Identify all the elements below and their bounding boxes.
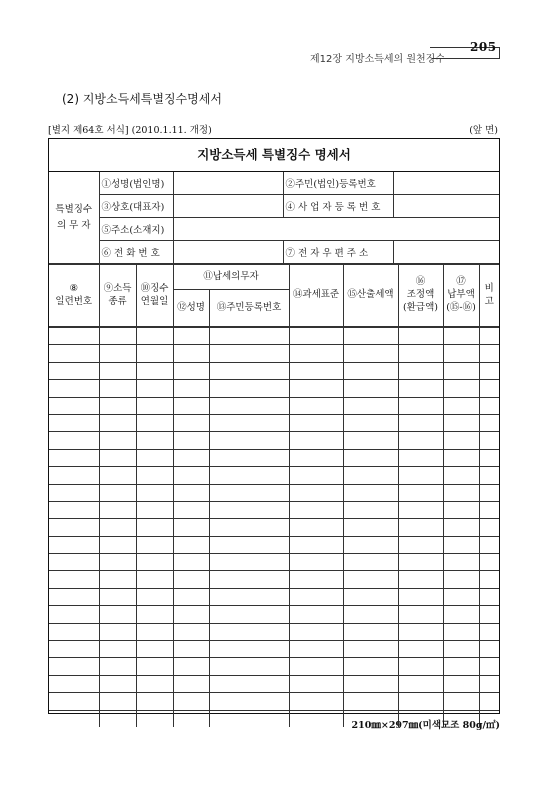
- table-cell[interactable]: [173, 449, 209, 466]
- table-row: [49, 536, 499, 553]
- table-row: [49, 675, 499, 692]
- table-cell[interactable]: [136, 606, 173, 623]
- table-row: [49, 554, 499, 571]
- table-cell[interactable]: [49, 432, 99, 449]
- table-cell[interactable]: [99, 345, 136, 362]
- table-cell[interactable]: [136, 571, 173, 588]
- table-cell[interactable]: [173, 623, 209, 640]
- table-cell[interactable]: [99, 519, 136, 536]
- table-cell[interactable]: [479, 328, 499, 345]
- table-cell[interactable]: [173, 641, 209, 658]
- table-cell[interactable]: [398, 414, 443, 431]
- table-cell[interactable]: [209, 432, 289, 449]
- name-value[interactable]: [173, 172, 283, 195]
- table-cell[interactable]: [289, 484, 343, 501]
- col-calculated-tax: ⑮산출세액: [343, 265, 398, 327]
- table-cell[interactable]: [479, 554, 499, 571]
- table-cell[interactable]: [49, 345, 99, 362]
- table-cell[interactable]: [49, 675, 99, 692]
- form-caption: [별지 제64호 서식] (2010.1.11. 개정): [48, 125, 212, 136]
- table-cell[interactable]: [99, 571, 136, 588]
- table-cell[interactable]: [136, 693, 173, 710]
- table-cell[interactable]: [443, 675, 479, 692]
- table-cell[interactable]: [443, 658, 479, 675]
- business-no-value[interactable]: [393, 195, 499, 218]
- table-cell[interactable]: [289, 449, 343, 466]
- table-cell[interactable]: [398, 519, 443, 536]
- table-cell[interactable]: [49, 362, 99, 379]
- table-cell[interactable]: [479, 345, 499, 362]
- table-cell[interactable]: [173, 380, 209, 397]
- col-remarks: 비 고: [479, 265, 499, 327]
- resident-no-value[interactable]: [393, 172, 499, 195]
- table-cell[interactable]: [49, 571, 99, 588]
- table-cell[interactable]: [443, 536, 479, 553]
- table-cell[interactable]: [343, 571, 398, 588]
- table-cell[interactable]: [209, 641, 289, 658]
- table-row: [49, 571, 499, 588]
- table-row: [49, 658, 499, 675]
- table-cell[interactable]: [209, 536, 289, 553]
- table-cell[interactable]: [289, 641, 343, 658]
- table-cell[interactable]: [343, 606, 398, 623]
- email-value[interactable]: [393, 241, 499, 264]
- table-cell[interactable]: [49, 710, 99, 727]
- table-cell[interactable]: [343, 588, 398, 605]
- table-cell[interactable]: [398, 345, 443, 362]
- table-cell[interactable]: [99, 675, 136, 692]
- table-cell[interactable]: [398, 362, 443, 379]
- table-cell[interactable]: [173, 328, 209, 345]
- col-paid-amount: ⑰ 납부액 (⑮-⑯): [443, 265, 479, 327]
- table-cell[interactable]: [443, 380, 479, 397]
- table-cell[interactable]: [479, 467, 499, 484]
- table-cell[interactable]: [136, 710, 173, 727]
- table-cell[interactable]: [343, 536, 398, 553]
- col-collect-date: ⑩징수 연월일: [136, 265, 173, 327]
- table-cell[interactable]: [289, 467, 343, 484]
- table-cell[interactable]: [398, 693, 443, 710]
- table-cell[interactable]: [479, 675, 499, 692]
- table-cell[interactable]: [343, 519, 398, 536]
- table-cell[interactable]: [398, 432, 443, 449]
- table-cell[interactable]: [289, 380, 343, 397]
- table-cell[interactable]: [173, 693, 209, 710]
- table-cell[interactable]: [479, 606, 499, 623]
- table-cell[interactable]: [443, 588, 479, 605]
- table-cell[interactable]: [209, 484, 289, 501]
- table-cell[interactable]: [443, 519, 479, 536]
- table-cell[interactable]: [479, 449, 499, 466]
- table-cell[interactable]: [443, 414, 479, 431]
- table-cell[interactable]: [289, 345, 343, 362]
- table-cell[interactable]: [443, 328, 479, 345]
- table-row: [49, 380, 499, 397]
- table-cell[interactable]: [173, 397, 209, 414]
- table-cell[interactable]: [479, 432, 499, 449]
- table-cell[interactable]: [49, 449, 99, 466]
- header-rule-tick: [499, 47, 500, 59]
- table-cell[interactable]: [209, 501, 289, 518]
- address-value[interactable]: [173, 218, 499, 241]
- table-cell[interactable]: [209, 467, 289, 484]
- table-cell[interactable]: [136, 623, 173, 640]
- table-cell[interactable]: [398, 571, 443, 588]
- col-taxpayer-name: ⑫성명: [173, 290, 209, 327]
- table-cell[interactable]: [136, 554, 173, 571]
- form: [48, 138, 500, 714]
- table-cell[interactable]: [289, 554, 343, 571]
- table-cell[interactable]: [289, 414, 343, 431]
- table-cell[interactable]: [99, 328, 136, 345]
- table-cell[interactable]: [136, 588, 173, 605]
- table-cell[interactable]: [209, 675, 289, 692]
- trade-name-value[interactable]: [173, 195, 283, 218]
- table-cell[interactable]: [136, 519, 173, 536]
- table-row: [49, 467, 499, 484]
- table-cell[interactable]: [209, 328, 289, 345]
- table-cell[interactable]: [173, 571, 209, 588]
- table-cell[interactable]: [443, 606, 479, 623]
- table-cell[interactable]: [343, 362, 398, 379]
- table-cell[interactable]: [99, 710, 136, 727]
- table-cell[interactable]: [173, 658, 209, 675]
- table-cell[interactable]: [443, 345, 479, 362]
- table-cell[interactable]: [343, 414, 398, 431]
- table-cell[interactable]: [173, 432, 209, 449]
- table-row: [49, 449, 499, 466]
- table-cell[interactable]: [343, 675, 398, 692]
- table-cell[interactable]: [479, 571, 499, 588]
- name-label: ①성명(법인명): [99, 172, 173, 195]
- table-cell[interactable]: [209, 380, 289, 397]
- table-cell[interactable]: [99, 554, 136, 571]
- table-cell[interactable]: [443, 397, 479, 414]
- table-row: [49, 397, 499, 414]
- table-cell[interactable]: [289, 432, 343, 449]
- table-row: [49, 623, 499, 640]
- table-cell[interactable]: [99, 484, 136, 501]
- table-cell[interactable]: [49, 414, 99, 431]
- table-cell[interactable]: [173, 501, 209, 518]
- table-cell[interactable]: [443, 362, 479, 379]
- table-cell[interactable]: [136, 658, 173, 675]
- table-cell[interactable]: [209, 449, 289, 466]
- table-cell[interactable]: [99, 588, 136, 605]
- col-tax-base: ⑭과세표준: [289, 265, 343, 327]
- table-cell[interactable]: [49, 554, 99, 571]
- table-cell[interactable]: [173, 467, 209, 484]
- table-cell[interactable]: [209, 414, 289, 431]
- table-cell[interactable]: [289, 658, 343, 675]
- table-cell[interactable]: [99, 362, 136, 379]
- table-cell[interactable]: [99, 536, 136, 553]
- table-cell[interactable]: [49, 588, 99, 605]
- table-cell[interactable]: [49, 501, 99, 518]
- table-cell[interactable]: [343, 554, 398, 571]
- table-cell[interactable]: [479, 536, 499, 553]
- table-cell[interactable]: [99, 693, 136, 710]
- table-cell[interactable]: [209, 606, 289, 623]
- table-cell[interactable]: [173, 345, 209, 362]
- table-cell[interactable]: [443, 571, 479, 588]
- table-cell[interactable]: [343, 328, 398, 345]
- table-cell[interactable]: [343, 380, 398, 397]
- section-title: (2) 지방소득세특별징수명세서: [62, 92, 222, 106]
- table-cell[interactable]: [99, 606, 136, 623]
- table-cell[interactable]: [398, 623, 443, 640]
- table-cell[interactable]: [209, 693, 289, 710]
- table-cell[interactable]: [49, 467, 99, 484]
- table-cell[interactable]: [289, 519, 343, 536]
- table-cell[interactable]: [343, 467, 398, 484]
- paper-size-note: 210㎜×297㎜(미색모조 80g/㎡): [351, 720, 500, 731]
- table-cell[interactable]: [49, 658, 99, 675]
- table-cell[interactable]: [173, 675, 209, 692]
- table-cell[interactable]: [49, 484, 99, 501]
- table-cell[interactable]: [443, 554, 479, 571]
- table-cell[interactable]: [99, 641, 136, 658]
- table-cell[interactable]: [136, 536, 173, 553]
- table-cell[interactable]: [173, 710, 209, 727]
- table-cell[interactable]: [99, 432, 136, 449]
- table-cell[interactable]: [209, 519, 289, 536]
- table-cell[interactable]: [99, 397, 136, 414]
- table-cell[interactable]: [289, 623, 343, 640]
- table-cell[interactable]: [443, 501, 479, 518]
- col-adjusted-amount: ⑯ 조정액 (환급액): [398, 265, 443, 327]
- table-cell[interactable]: [99, 449, 136, 466]
- address-label: ⑤주소(소재지): [99, 218, 173, 241]
- trade-name-label: ③상호(대표자): [99, 195, 173, 218]
- table-cell[interactable]: [343, 484, 398, 501]
- table-row: [49, 414, 499, 431]
- table-cell[interactable]: [136, 414, 173, 431]
- table-cell[interactable]: [173, 519, 209, 536]
- table-cell[interactable]: [398, 328, 443, 345]
- table-cell[interactable]: [398, 380, 443, 397]
- table-cell[interactable]: [479, 641, 499, 658]
- table-cell[interactable]: [479, 693, 499, 710]
- form-title: 지방소득세 특별징수 명세서: [49, 139, 499, 172]
- table-cell[interactable]: [209, 588, 289, 605]
- table-cell[interactable]: [443, 467, 479, 484]
- table-cell[interactable]: [398, 467, 443, 484]
- table-cell[interactable]: [479, 519, 499, 536]
- table-cell[interactable]: [49, 519, 99, 536]
- table-cell[interactable]: [99, 623, 136, 640]
- table-cell[interactable]: [289, 675, 343, 692]
- table-row: [49, 484, 499, 501]
- table-cell[interactable]: [136, 641, 173, 658]
- chapter-title: 제12장 지방소득세의 원천징수: [310, 54, 446, 65]
- table-cell[interactable]: [99, 658, 136, 675]
- table-cell[interactable]: [136, 380, 173, 397]
- table-cell[interactable]: [398, 658, 443, 675]
- obligor-label: 특별징수 의 무 자: [49, 172, 99, 264]
- table-cell[interactable]: [49, 328, 99, 345]
- table-cell[interactable]: [443, 641, 479, 658]
- table-cell[interactable]: [99, 414, 136, 431]
- table-cell[interactable]: [343, 449, 398, 466]
- table-cell[interactable]: [173, 588, 209, 605]
- table-cell[interactable]: [398, 397, 443, 414]
- col-taxpayer: ⑪납세의무자: [173, 265, 289, 290]
- table-cell[interactable]: [443, 623, 479, 640]
- table-cell[interactable]: [173, 484, 209, 501]
- table-cell[interactable]: [99, 380, 136, 397]
- table-cell[interactable]: [49, 623, 99, 640]
- table-cell[interactable]: [49, 641, 99, 658]
- form-front-label: (앞 면): [469, 125, 498, 136]
- table-row: [49, 693, 499, 710]
- table-row: [49, 501, 499, 518]
- table-row: [49, 606, 499, 623]
- table-cell[interactable]: [136, 467, 173, 484]
- table-cell[interactable]: [479, 397, 499, 414]
- table-cell[interactable]: [136, 449, 173, 466]
- table-cell[interactable]: [173, 362, 209, 379]
- table-cell[interactable]: [289, 693, 343, 710]
- detail-table-body: [49, 327, 499, 727]
- table-cell[interactable]: [479, 658, 499, 675]
- table-cell[interactable]: [289, 328, 343, 345]
- table-cell[interactable]: [398, 606, 443, 623]
- table-cell[interactable]: [443, 484, 479, 501]
- table-cell[interactable]: [49, 693, 99, 710]
- table-cell[interactable]: [398, 641, 443, 658]
- business-no-label: ④ 사 업 자 등 록 번 호: [283, 195, 393, 218]
- table-cell[interactable]: [173, 554, 209, 571]
- table-cell[interactable]: [289, 710, 343, 727]
- table-cell[interactable]: [209, 345, 289, 362]
- email-label: ⑦ 전 자 우 편 주 소: [283, 241, 393, 264]
- table-cell[interactable]: [289, 397, 343, 414]
- table-cell[interactable]: [136, 432, 173, 449]
- table-cell[interactable]: [398, 484, 443, 501]
- table-cell[interactable]: [398, 536, 443, 553]
- table-row: [49, 345, 499, 362]
- table-cell[interactable]: [479, 362, 499, 379]
- table-cell[interactable]: [136, 675, 173, 692]
- table-cell[interactable]: [173, 606, 209, 623]
- table-cell[interactable]: [136, 328, 173, 345]
- table-cell[interactable]: [343, 345, 398, 362]
- table-cell[interactable]: [343, 501, 398, 518]
- table-cell[interactable]: [209, 571, 289, 588]
- table-cell[interactable]: [479, 380, 499, 397]
- col-taxpayer-resident-no: ⑬주민등록번호: [209, 290, 289, 327]
- table-cell[interactable]: [343, 693, 398, 710]
- table-cell[interactable]: [479, 414, 499, 431]
- table-cell[interactable]: [289, 606, 343, 623]
- table-row: [49, 641, 499, 658]
- col-serial: ⑧ 일련번호: [49, 265, 99, 327]
- table-cell[interactable]: [99, 501, 136, 518]
- table-cell[interactable]: [209, 362, 289, 379]
- table-cell[interactable]: [49, 536, 99, 553]
- table-cell[interactable]: [443, 432, 479, 449]
- table-cell[interactable]: [479, 501, 499, 518]
- table-cell[interactable]: [49, 380, 99, 397]
- table-cell[interactable]: [398, 675, 443, 692]
- table-cell[interactable]: [479, 484, 499, 501]
- resident-no-label: ②주민(법인)등록번호: [283, 172, 393, 195]
- table-cell[interactable]: [343, 432, 398, 449]
- table-cell[interactable]: [173, 536, 209, 553]
- header-rule-bottom: [432, 58, 500, 59]
- table-cell[interactable]: [289, 536, 343, 553]
- table-cell[interactable]: [479, 588, 499, 605]
- table-cell[interactable]: [209, 623, 289, 640]
- table-cell[interactable]: [289, 588, 343, 605]
- col-income-type: ⑨소득 종류: [99, 265, 136, 327]
- table-cell[interactable]: [136, 345, 173, 362]
- table-cell[interactable]: [443, 449, 479, 466]
- table-cell[interactable]: [398, 449, 443, 466]
- table-cell[interactable]: [343, 397, 398, 414]
- table-row: [49, 432, 499, 449]
- table-cell[interactable]: [173, 414, 209, 431]
- table-row: [49, 519, 499, 536]
- table-cell[interactable]: [136, 362, 173, 379]
- table-cell[interactable]: [136, 501, 173, 518]
- table-row: [49, 328, 499, 345]
- table-cell[interactable]: [289, 501, 343, 518]
- table-cell[interactable]: [49, 606, 99, 623]
- table-cell[interactable]: [443, 693, 479, 710]
- table-cell[interactable]: [136, 484, 173, 501]
- table-cell[interactable]: [209, 397, 289, 414]
- page-number: 205: [470, 40, 497, 54]
- table-cell[interactable]: [136, 397, 173, 414]
- table-cell[interactable]: [289, 362, 343, 379]
- table-row: [49, 362, 499, 379]
- table-cell[interactable]: [343, 623, 398, 640]
- phone-value[interactable]: [173, 241, 283, 264]
- obligor-info-table: [49, 172, 499, 264]
- table-cell[interactable]: [398, 588, 443, 605]
- table-cell[interactable]: [398, 501, 443, 518]
- table-cell[interactable]: [209, 658, 289, 675]
- table-cell[interactable]: [398, 554, 443, 571]
- table-cell[interactable]: [289, 571, 343, 588]
- detail-table-header: [49, 264, 499, 327]
- table-row: [49, 588, 499, 605]
- table-cell[interactable]: [343, 658, 398, 675]
- table-cell[interactable]: [479, 623, 499, 640]
- table-cell[interactable]: [209, 554, 289, 571]
- table-cell[interactable]: [343, 641, 398, 658]
- table-cell[interactable]: [209, 710, 289, 727]
- phone-label: ⑥ 전 화 번 호: [99, 241, 173, 264]
- table-cell[interactable]: [99, 467, 136, 484]
- table-cell[interactable]: [49, 397, 99, 414]
